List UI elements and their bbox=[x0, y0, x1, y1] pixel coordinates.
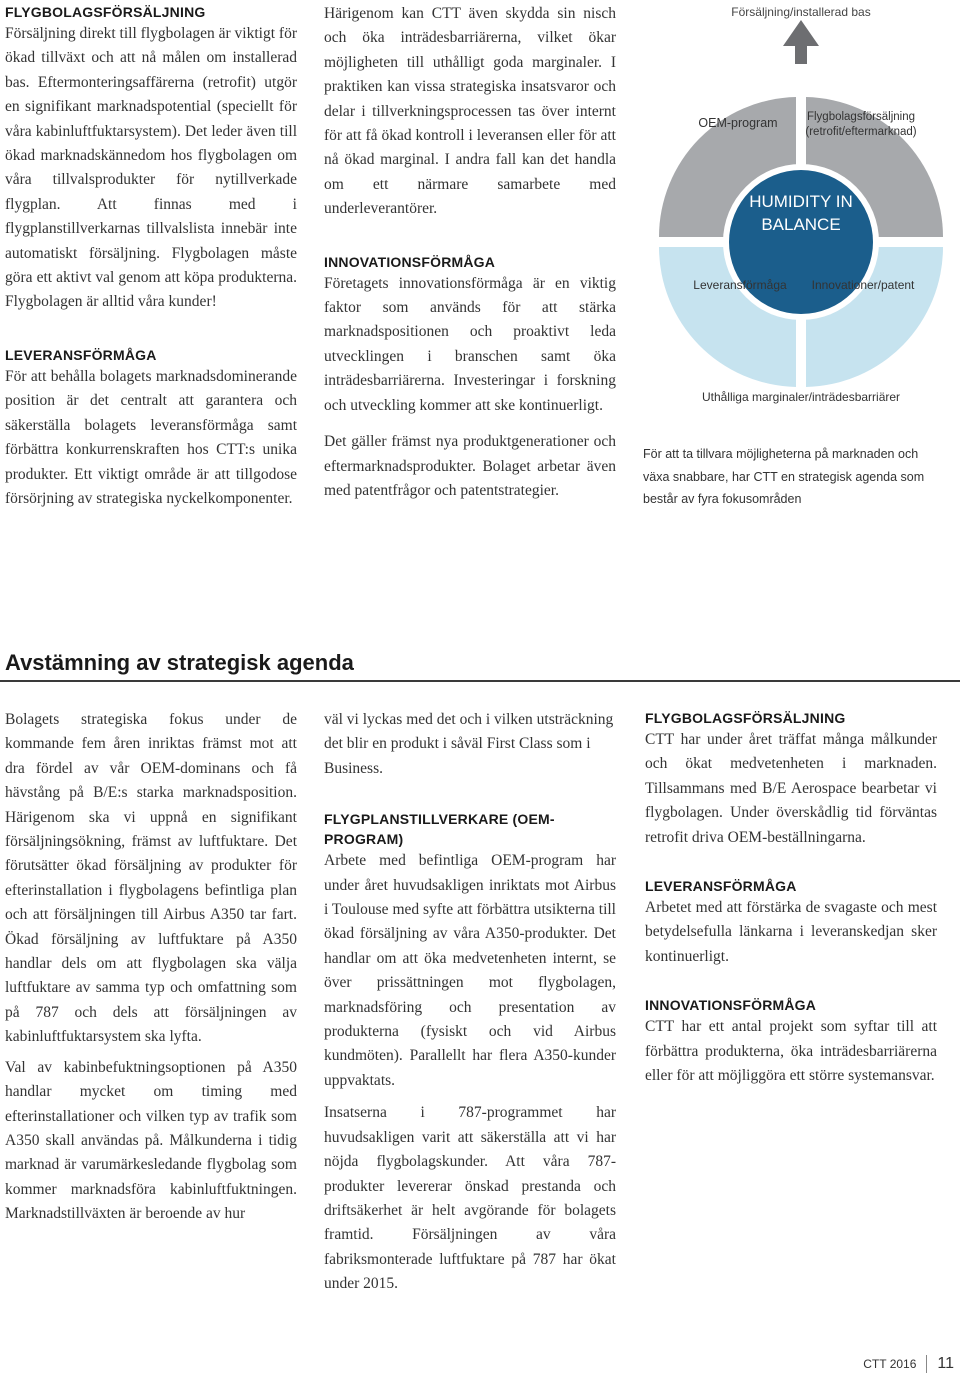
page-number: 11 bbox=[926, 1355, 954, 1373]
label-center-1: HUMIDITY IN bbox=[749, 192, 853, 211]
section-title: Avstämning av strategisk agenda bbox=[5, 650, 354, 675]
bottom-column-3 bbox=[645, 708, 937, 1088]
heading-flygbolagsforsaljning: FLYGBOLAGSFÖRSÄLJNING bbox=[645, 710, 846, 726]
bottom-column-2 bbox=[324, 708, 616, 1297]
top-column-2 bbox=[324, 2, 616, 503]
paragraph: Val av kabinbefuktningsoptionen på A350 handlar mycket om timing med efterinstallationer och vilken typ av trafik som A350 skall användas på. Målkunderna i tidig marknad är varumärkesledande flygbolag som kommer marknadsföra kabinluftfuktningen. Marknadstillväxten är beroende av hur bbox=[5, 1058, 297, 1223]
top-column-1 bbox=[5, 2, 297, 511]
paragraph: CTT har under året träffat många målkunder och ökat medvetenheten i marknaden. Tillsammans med B/E Aerospace bearbetar vi flygbolagen. Under överskådlig tid förväntas retrofit driva OEM-beställningarna. bbox=[645, 731, 937, 846]
strategy-diagram bbox=[643, 0, 960, 520]
paragraph: Det gäller främst nya produktgenerationer och eftermarknadsprodukter. Bolaget arbetar även med patentfrågor och patentstrategier. bbox=[324, 433, 616, 499]
paragraph: CTT har ett antal projekt som syftar till att förbättra produkterna, öka inträdesbarriärerna eller för att möjliggöra ett större systemansvar. bbox=[645, 1018, 937, 1085]
paragraph: Arbete med befintliga OEM-program har under året huvudsakligen inriktats mot Airbus i Toulouse med syfte att förbättra utsikterna till ökad försäljning av våra A350-produkter. Det handlar om att öka medvetenheten internt, se över prissättningen mot flygbolagen, marknadsföring och presentation av produkterna (fysiskt och vid Airbus kundmöten). Parallellt har flera A350-kunder uppvaktats. bbox=[324, 852, 616, 1089]
label-leveransformaga: Leveransförmåga bbox=[693, 278, 787, 292]
label-bottom: Uthålliga marginaler/inträdesbarriärer bbox=[701, 390, 901, 404]
label-top: Försäljning/installerad bas bbox=[731, 5, 871, 19]
paragraph: För att behålla bolagets marknadsdominerande position är det centralt att garantera och säkerställa bolagets leveransförmåga samt förbättra konkurrenskraften hos CTT:s unika produkter. Ett viktigt område är att tillgodose försörjning av strategiska nyckelkomponenter. bbox=[5, 367, 297, 507]
heading-leveransformaga: LEVERANSFÖRMÅGA bbox=[645, 878, 797, 895]
heading-innovationsformaga: INNOVATIONSFÖRMÅGA bbox=[645, 997, 817, 1014]
label-oem-program: OEM-program bbox=[698, 116, 778, 130]
arrow-up-icon bbox=[783, 20, 819, 64]
heading-flygplanstillverkare: FLYGPLANSTILLVERKARE (OEM-PROGRAM) bbox=[324, 811, 555, 848]
page-footer bbox=[863, 1355, 954, 1373]
heading-innovationsformaga: INNOVATIONSFÖRMÅGA bbox=[324, 253, 496, 270]
label-retrofit: (retrofit/eftermarknad) bbox=[805, 126, 917, 138]
humidity-in-balance-diagram bbox=[643, 0, 960, 420]
label-flygbolagsforsaljning: Flygbolagsförsäljning bbox=[806, 111, 916, 123]
bottom-column-1 bbox=[5, 708, 297, 1227]
heading-flygbolagsforsaljning: FLYGBOLAGSFÖRSÄLJNING bbox=[5, 4, 206, 20]
paragraph: Försäljning direkt till flygbolagen är viktigt för ökad tillväxt och att nå målen om installerad bas. Eftermonteringsaffärerna (retrofit) utgör en signifikant marknadspotential (speciellt för våra kabinluftfuktarsystem). Det leder även till ökad marknadskännedom hos flygbolagen om våra tillvalsprodukter för nytillverkade flygplan. Att finnas med i flygplanstillverkarnas tillvalslista innebär inte automatiskt försäljning. Flygbolagen måste göra ett aktivt val genom att köpa produkterna. Flygbolagen är alltid våra kunder! bbox=[5, 25, 297, 311]
section-rule bbox=[0, 680, 960, 682]
paragraph: Företagets innovationsförmåga är en viktig faktor som används för att stärka marknadspositionen och proaktivt leda utvecklingen i branschen samt öka inträdesbarriärerna. Investeringar i forskning och utveckling kommer att ske kontinuerligt. bbox=[324, 274, 616, 414]
label-innovationer: Innovationer/patent bbox=[811, 278, 915, 292]
paragraph: Härigenom kan CTT även skydda sin nisch och öka inträdesbarriärerna, vilket ökar möjligheten till uthålligt goda marginaler. I praktiken kan vissa strategiska insatsvaror och delar i tillverkningsprocessen tas över internt för att få ökad kontroll i leveransen eller för att nå ökad marginal. I andra fall kan det handla om ett närmare samarbete med underleverantörer. bbox=[324, 5, 616, 218]
paragraph: Arbetet med att förstärka de svagaste och mest betydelsefulla länkarna i leveranskedjan sker kontinuerligt. bbox=[645, 899, 937, 965]
paragraph: väl vi lyckas med det och i vilken utsträckning det blir en produkt i såväl First Class som i Business. bbox=[324, 711, 614, 777]
footer-brand: CTT 2016 bbox=[863, 1357, 917, 1371]
label-center-2: BALANCE bbox=[761, 215, 841, 234]
heading-leveransformaga: LEVERANSFÖRMÅGA bbox=[5, 346, 157, 363]
diagram-caption: För att ta tillvara möjligheterna på marknaden och växa snabbare, har CTT en strategisk agenda som består av fyra fokusområden bbox=[643, 447, 925, 506]
paragraph: Insatserna i 787-programmet har huvudsakligen varit att säkerställa att vi har nöjda flygbolagskunder. Att våra 787-produkter levererar önskad prestanda och driftsäkerhet är helt avgörande för bolagets framtid. Försäljningen av våra fabriksmonterade luftfuktare på 787 har ökat under 2015. bbox=[324, 1104, 616, 1293]
paragraph: Bolagets strategiska fokus under de kommande fem åren inriktas främst mot att dra fördel av vår OEM-dominans och få hävstång på B/E:s starka marknadsposition. Härigenom ska vi uppnå en signifikant försäljningsökning, främst av luftfuktare. Det förutsätter ökad försäljning av produkter för efterinstallation i flygbolagens befintliga plan och att försäljningen till Airbus A350 tar fart. Ökad försäljning av luftfuktare på A350 handlar dels om att flygbolagen ska välja luftfuktare av samma typ och omfattning som på 787 och dels att försäljningen av kabinluftfuktarsystem ska lyfta. bbox=[5, 711, 297, 1046]
